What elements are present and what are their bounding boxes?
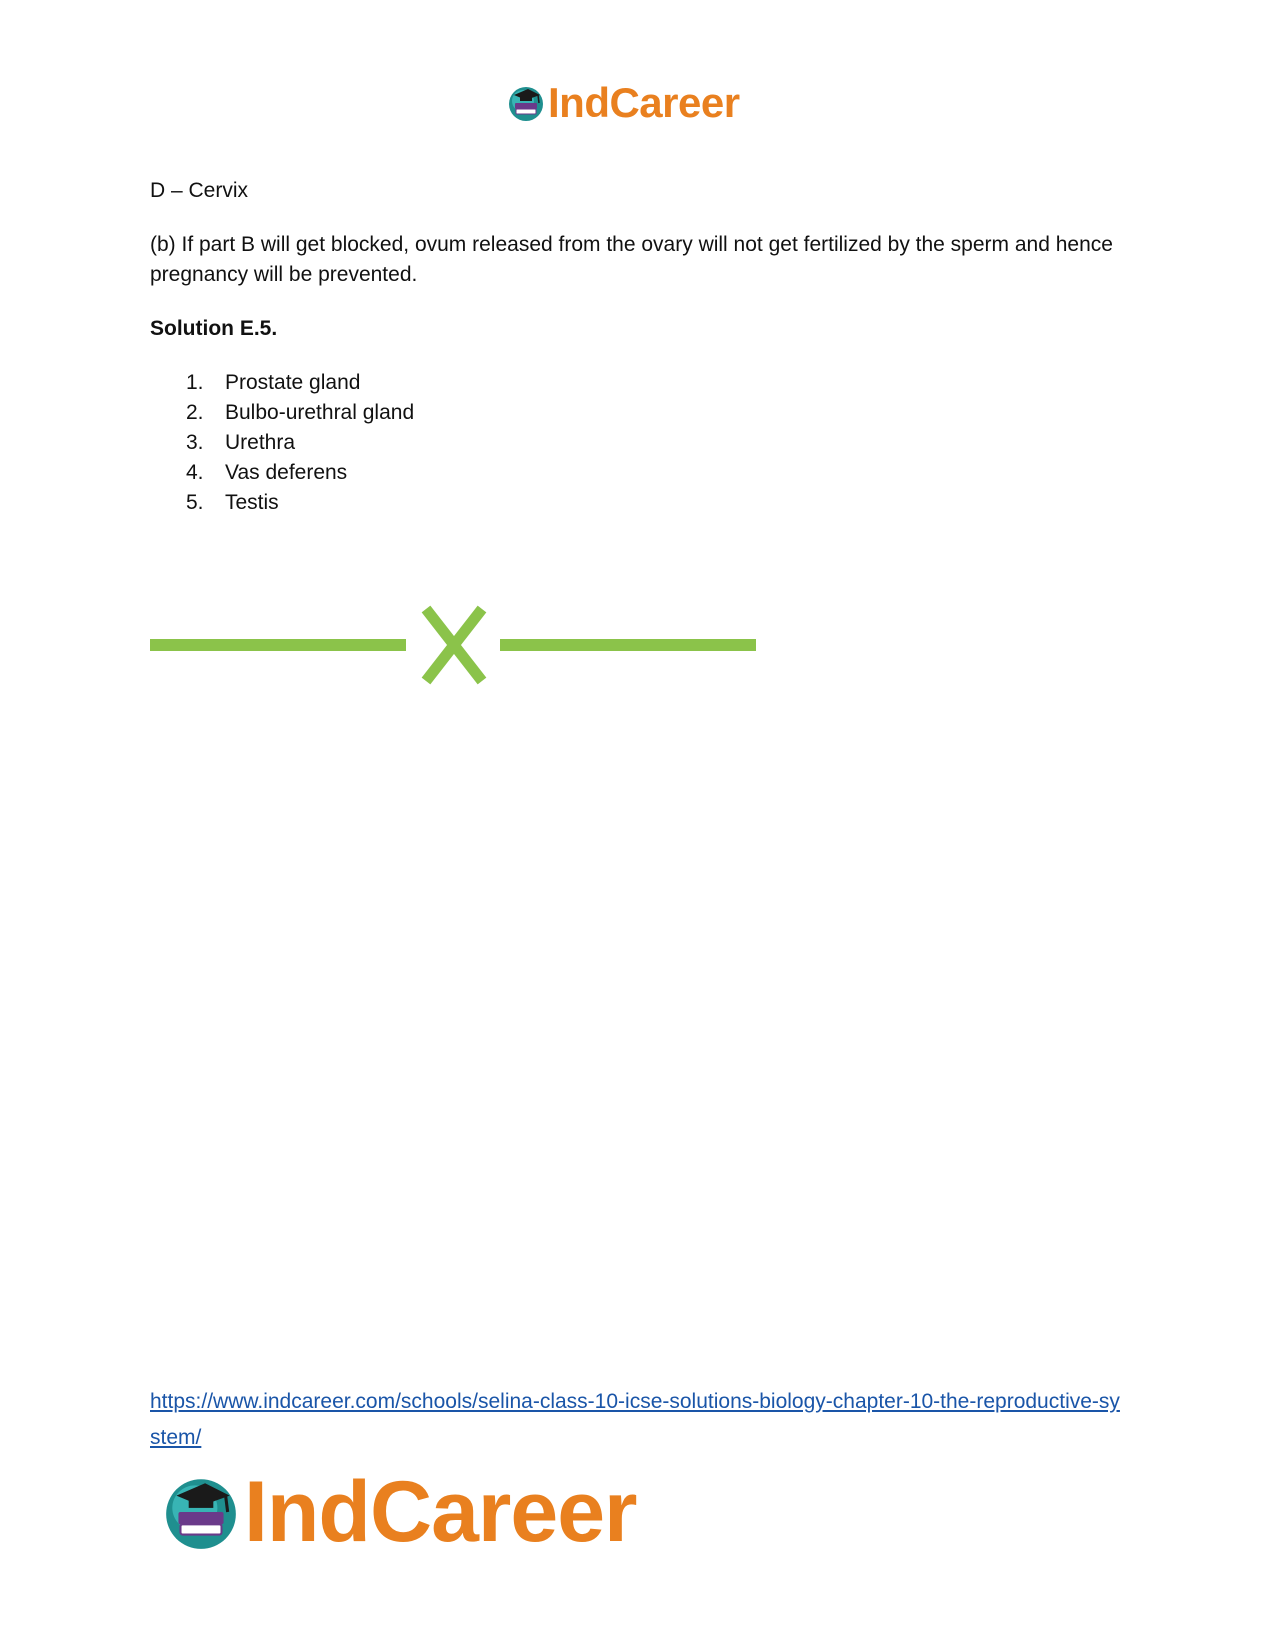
graduation-globe-icon bbox=[506, 83, 546, 123]
graduation-globe-icon bbox=[160, 1471, 242, 1553]
cervix-line: D – Cervix bbox=[150, 179, 249, 202]
list-item-number: 4. bbox=[186, 461, 204, 484]
list-item-text: Prostate gland bbox=[225, 371, 361, 394]
list-item-number: 5. bbox=[186, 491, 204, 514]
list-item bbox=[150, 428, 1130, 458]
answer-list bbox=[150, 368, 1130, 518]
answer-b-paragraph: (b) If part B will get blocked, ovum released from the ovary will not get fertilized by the sperm and hence pregnancy will be prevented. bbox=[150, 233, 1113, 286]
divider-left-line bbox=[150, 639, 406, 651]
brand-name: IndCareer bbox=[244, 1464, 637, 1560]
list-item-number: 3. bbox=[186, 431, 204, 454]
divider-right-line bbox=[500, 639, 756, 651]
list-item bbox=[150, 368, 1130, 398]
list-item-text: Bulbo-urethral gland bbox=[225, 401, 415, 424]
footer-logo bbox=[160, 1462, 637, 1562]
list-item-text: Testis bbox=[225, 491, 279, 514]
document-content bbox=[150, 176, 1130, 518]
list-item bbox=[150, 458, 1130, 488]
section-divider bbox=[150, 605, 760, 685]
list-item-number: 1. bbox=[186, 371, 204, 394]
list-item bbox=[150, 488, 1130, 518]
list-item-text: Urethra bbox=[225, 431, 296, 454]
list-item-text: Vas deferens bbox=[225, 461, 348, 484]
list-item-number: 2. bbox=[186, 401, 204, 424]
header-logo bbox=[506, 78, 740, 128]
solution-heading: Solution E.5. bbox=[150, 317, 278, 340]
brand-name: IndCareer bbox=[548, 79, 740, 126]
source-link[interactable]: https://www.indcareer.com/schools/selina-class-10-icse-solutions-biology-chapter-10-the-reproductive-system/ bbox=[150, 1390, 1120, 1449]
x-mark-icon bbox=[426, 609, 482, 681]
list-item bbox=[150, 398, 1130, 428]
